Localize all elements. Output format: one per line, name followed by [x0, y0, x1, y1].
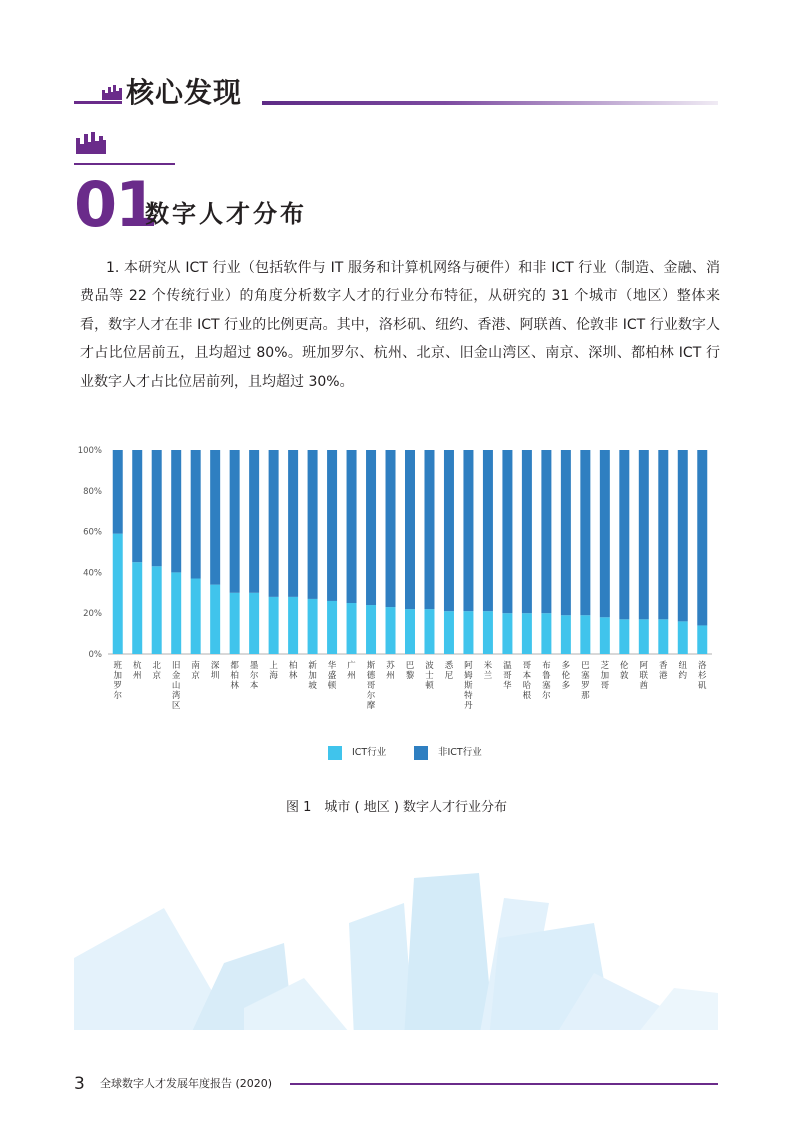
section-title: 数字人才分布 [145, 200, 307, 228]
body-paragraph: 1. 本研究从 ICT 行业（包括软件与 IT 服务和计算机网络与硬件）和非 ICT 行业（制造、金融、消费品等 22 个传统行业）的角度分析数字人才的行业分布特征，从研究的 31 个城市（地区）整体来看，数字人才在非 ICT 行业的比例更高。其中，洛杉矶、纽约、香港、阿联酋、伦敦非 ICT 行业数字人才占比位居前五，且均超过 80%。班加罗尔、杭州、北京、旧金山湾区、南京、深圳、都柏林 ICT 行业数字人才占比位居前列，且均超过 30%。 [80, 260, 720, 390]
legend-label-non-ict: 非ICT行业 [438, 747, 482, 758]
x-tick-label: 广州 [347, 661, 356, 681]
x-tick-label: 芝加哥 [600, 661, 610, 691]
x-tick-label: 纽约 [678, 661, 688, 681]
header-rule-right [262, 101, 718, 105]
footer-rule [290, 1083, 718, 1085]
legend-swatch-ict [328, 746, 342, 760]
decorative-graphic-mask [74, 1030, 718, 1042]
y-tick-label: 40% [83, 568, 102, 579]
bar-ict [561, 615, 571, 654]
bar-non-ict [619, 450, 629, 619]
bar-non-ict [444, 450, 454, 611]
bar-ict [444, 611, 454, 654]
skyline-icon [102, 84, 122, 100]
bar-ict [639, 619, 649, 654]
bar-ict [132, 562, 142, 654]
x-tick-label: 温哥华 [503, 661, 512, 691]
bar-ict [483, 611, 493, 654]
bar-ict [171, 572, 181, 654]
bar-ict [600, 617, 610, 654]
x-tick-label: 哥本哈根 [522, 661, 532, 701]
header-title: 核心发现 [126, 76, 243, 109]
bar-ict [327, 601, 337, 654]
x-tick-label: 多伦多 [561, 661, 571, 691]
bar-ict [230, 593, 240, 654]
bar-ict [288, 597, 298, 654]
x-tick-label: 巴黎 [405, 661, 415, 681]
y-tick-label: 100% [77, 446, 102, 456]
bar-ict [502, 613, 512, 654]
x-tick-label: 香港 [659, 661, 668, 681]
bar-non-ict [386, 450, 396, 607]
bar-non-ict [152, 450, 162, 566]
bar-non-ict [366, 450, 376, 605]
section-number: 01 [74, 168, 157, 241]
bar-non-ict [424, 450, 434, 609]
bar-ict [463, 611, 473, 654]
bar-non-ict [658, 450, 668, 619]
figure-caption: 图 1 城市 ( 地区 ) 数字人才行业分布 [285, 800, 508, 815]
x-tick-label: 新加坡 [308, 661, 317, 691]
bar-non-ict [541, 450, 551, 613]
bar-non-ict [502, 450, 512, 613]
bar-ict [386, 607, 396, 654]
x-tick-label: 班加罗尔 [113, 661, 122, 701]
bar-non-ict [522, 450, 532, 613]
x-tick-label: 南京 [191, 661, 200, 681]
bar-non-ict [249, 450, 259, 593]
x-tick-label: 墨尔本 [249, 661, 259, 691]
bar-non-ict [483, 450, 493, 611]
bar-ict [678, 621, 688, 654]
x-tick-label: 阿联酋 [639, 661, 649, 691]
bar-ict [658, 619, 668, 654]
x-tick-label: 华盛顿 [327, 661, 337, 691]
bar-non-ict [230, 450, 240, 593]
bar-non-ict [210, 450, 220, 585]
bar-non-ict [171, 450, 181, 572]
bar-ict [249, 593, 259, 654]
bar-ict [405, 609, 415, 654]
bar-ict [424, 609, 434, 654]
x-tick-label: 伦敦 [620, 661, 629, 681]
section-rule [74, 163, 175, 165]
bar-non-ict [132, 450, 142, 562]
x-tick-label: 杭州 [132, 661, 142, 681]
bar-ict [347, 603, 357, 654]
bar-ict [619, 619, 629, 654]
bar-ict [366, 605, 376, 654]
x-tick-label: 阿姆斯特丹 [464, 661, 473, 711]
x-tick-label: 巴塞罗那 [581, 661, 590, 701]
bar-ict [697, 625, 707, 654]
legend-swatch-non-ict [414, 746, 428, 760]
x-tick-label: 深圳 [210, 661, 220, 681]
x-tick-label: 旧金山湾区 [171, 661, 181, 711]
x-tick-label: 上海 [269, 661, 278, 681]
y-tick-label: 60% [83, 527, 102, 538]
stacked-bar-chart [72, 440, 722, 665]
bar-ict [522, 613, 532, 654]
x-tick-label: 斯德哥尔摩 [366, 661, 376, 711]
bar-ict [308, 599, 318, 654]
bar-non-ict [347, 450, 357, 603]
bar-non-ict [580, 450, 590, 615]
x-tick-label: 米兰 [483, 661, 493, 681]
bar-non-ict [463, 450, 473, 611]
bar-ict [541, 613, 551, 654]
bar-non-ict [191, 450, 201, 579]
bar-non-ict [113, 450, 123, 534]
bar-ict [152, 566, 162, 654]
bar-ict [191, 579, 201, 654]
bar-non-ict [327, 450, 337, 601]
bar-non-ict [697, 450, 707, 625]
bar-non-ict [308, 450, 318, 599]
bar-non-ict [269, 450, 279, 597]
bar-ict [580, 615, 590, 654]
y-tick-label: 80% [83, 486, 102, 497]
y-tick-label: 0% [88, 650, 102, 660]
x-tick-label: 波士顿 [425, 661, 434, 691]
header-rule-left [74, 101, 122, 104]
x-tick-label: 洛杉矶 [697, 661, 707, 691]
x-tick-label: 都柏林 [230, 661, 239, 691]
bar-non-ict [600, 450, 610, 617]
section-skyline-icon [76, 130, 106, 154]
x-tick-label: 柏林 [288, 661, 298, 681]
bar-ict [269, 597, 279, 654]
x-tick-label: 悉尼 [444, 661, 454, 681]
page-number: 3 [74, 1074, 85, 1094]
bar-non-ict [561, 450, 571, 615]
bar-non-ict [405, 450, 415, 609]
legend-label-ict: ICT行业 [352, 747, 387, 758]
x-tick-label: 北京 [152, 661, 161, 681]
x-tick-label: 苏州 [386, 661, 395, 681]
bar-ict [210, 585, 220, 654]
bar-non-ict [678, 450, 688, 621]
decorative-city-graphic [74, 868, 718, 1038]
x-tick-label: 布鲁塞尔 [542, 661, 551, 701]
bar-non-ict [288, 450, 298, 597]
footer-title: 全球数字人才发展年度报告 (2020) [100, 1077, 273, 1090]
y-tick-label: 20% [83, 609, 102, 620]
bar-ict [113, 534, 123, 654]
bar-non-ict [639, 450, 649, 619]
